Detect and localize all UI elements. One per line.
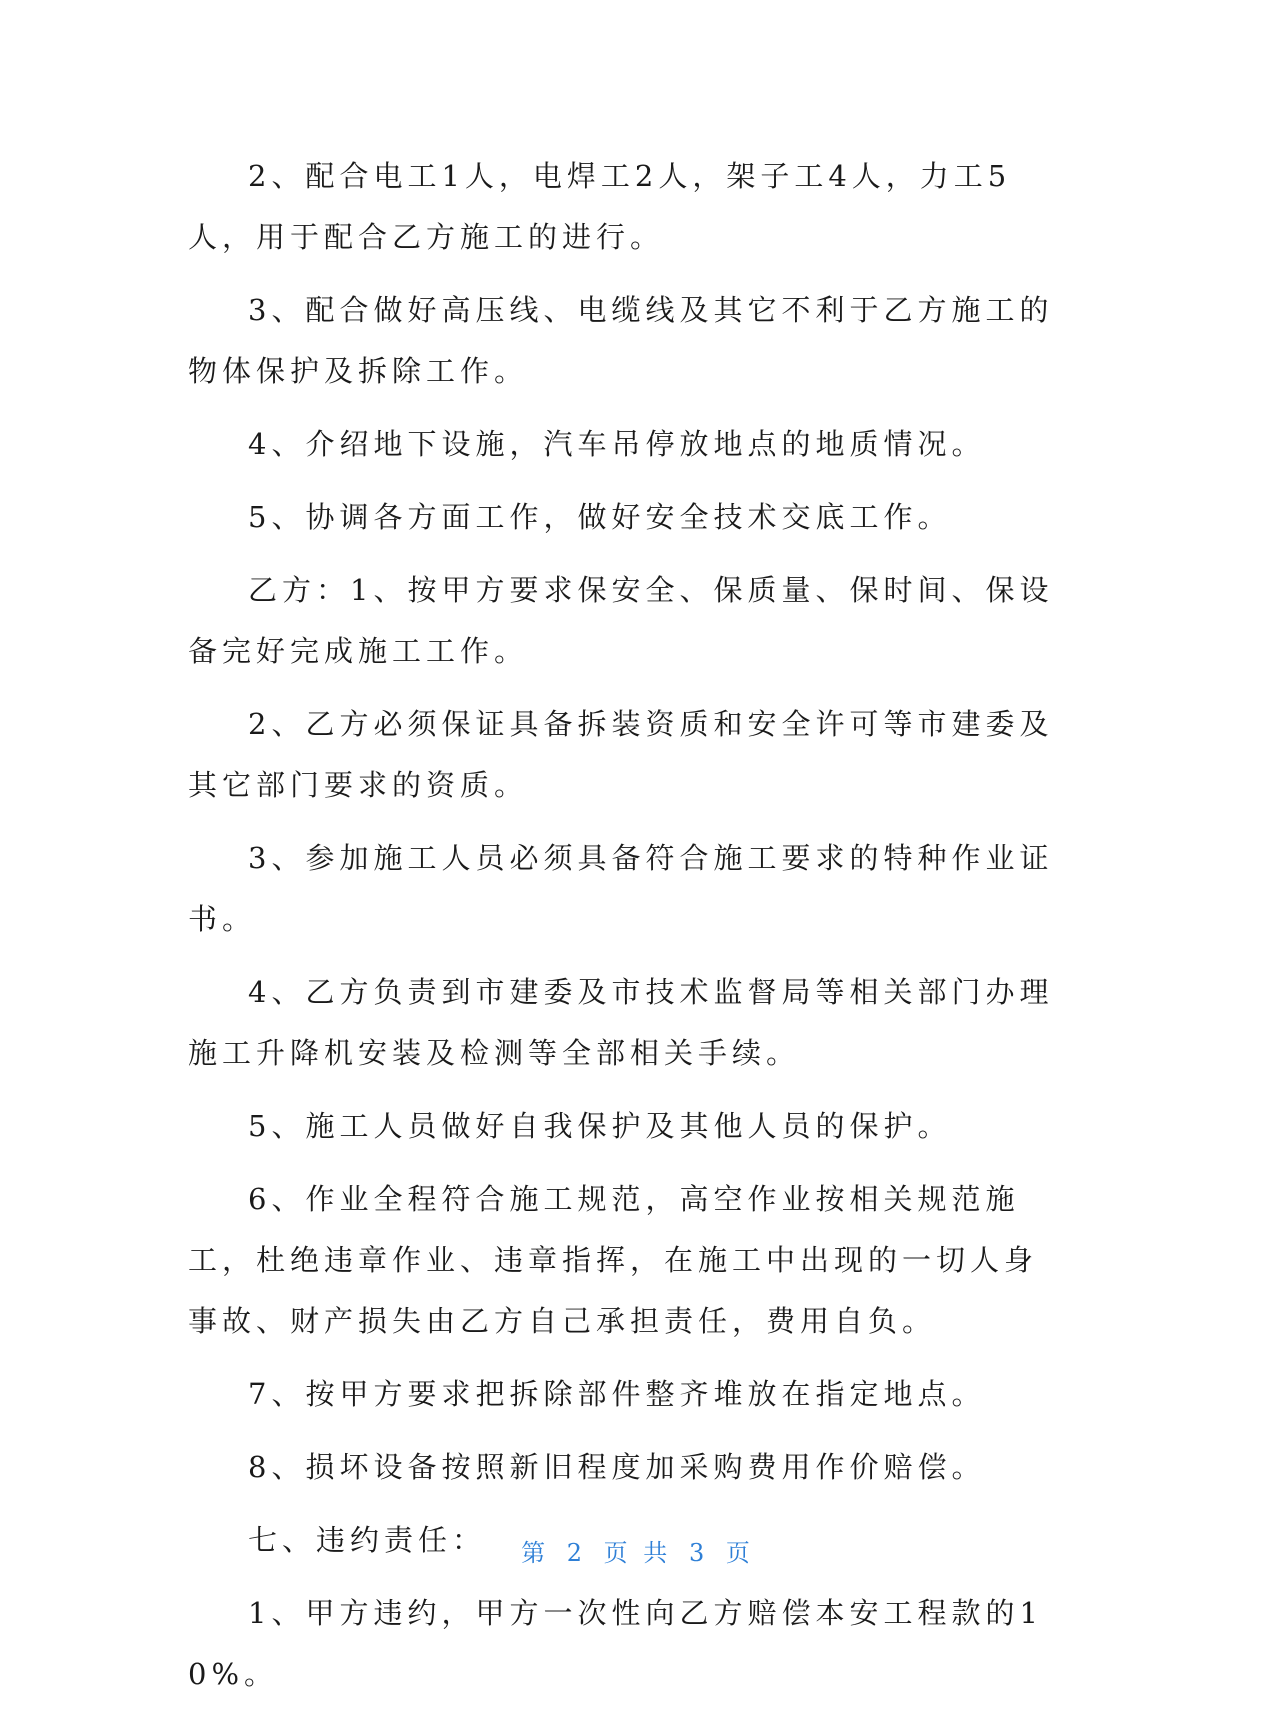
footer-suffix: 页	[725, 1539, 754, 1567]
current-page-number: 2	[566, 1539, 587, 1567]
document-body	[188, 146, 1068, 1717]
paragraph: 乙方：1、按甲方要求保安全、保质量、保时间、保设备完好完成施工工作。	[188, 573, 1054, 668]
paragraph: 2、配合电工1人，电焊工2人，架子工4人，力工5人，用于配合乙方施工的进行。	[188, 159, 1012, 254]
footer-prefix: 第	[521, 1539, 550, 1567]
paragraph: 4、介绍地下设施，汽车吊停放地点的地质情况。	[248, 427, 986, 461]
section-heading: 七、违约责任：	[248, 1523, 487, 1557]
paragraph: 2、乙方必须保证具备拆装资质和安全许可等市建委及其它部门要求的资质。	[188, 707, 1054, 802]
total-page-count: 3	[688, 1539, 709, 1567]
footer-middle: 页 共	[603, 1539, 672, 1567]
paragraph: 5、施工人员做好自我保护及其他人员的保护。	[248, 1109, 952, 1143]
page-number-footer	[0, 1533, 1275, 1568]
paragraph: 3、配合做好高压线、电缆线及其它不利于乙方施工的物体保护及拆除工作。	[188, 293, 1054, 388]
paragraph: 1、甲方违约，甲方一次性向乙方赔偿本安工程款的10%。	[188, 1596, 1043, 1691]
paragraph: 6、作业全程符合施工规范，高空作业按相关规范施工，杜绝违章作业、违章指挥，在施工中出现的一切人身事故、财产损失由乙方自己承担责任，费用自负。	[188, 1182, 1039, 1338]
paragraph: 4、乙方负责到市建委及市技术监督局等相关部门办理施工升降机安装及检测等全部相关手续。	[188, 975, 1054, 1070]
paragraph: 5、协调各方面工作，做好安全技术交底工作。	[248, 500, 952, 534]
paragraph: 8、损坏设备按照新旧程度加采购费用作价赔偿。	[248, 1450, 986, 1484]
paragraph: 3、参加施工人员必须具备符合施工要求的特种作业证书。	[188, 841, 1054, 936]
paragraph: 7、按甲方要求把拆除部件整齐堆放在指定地点。	[248, 1377, 986, 1411]
